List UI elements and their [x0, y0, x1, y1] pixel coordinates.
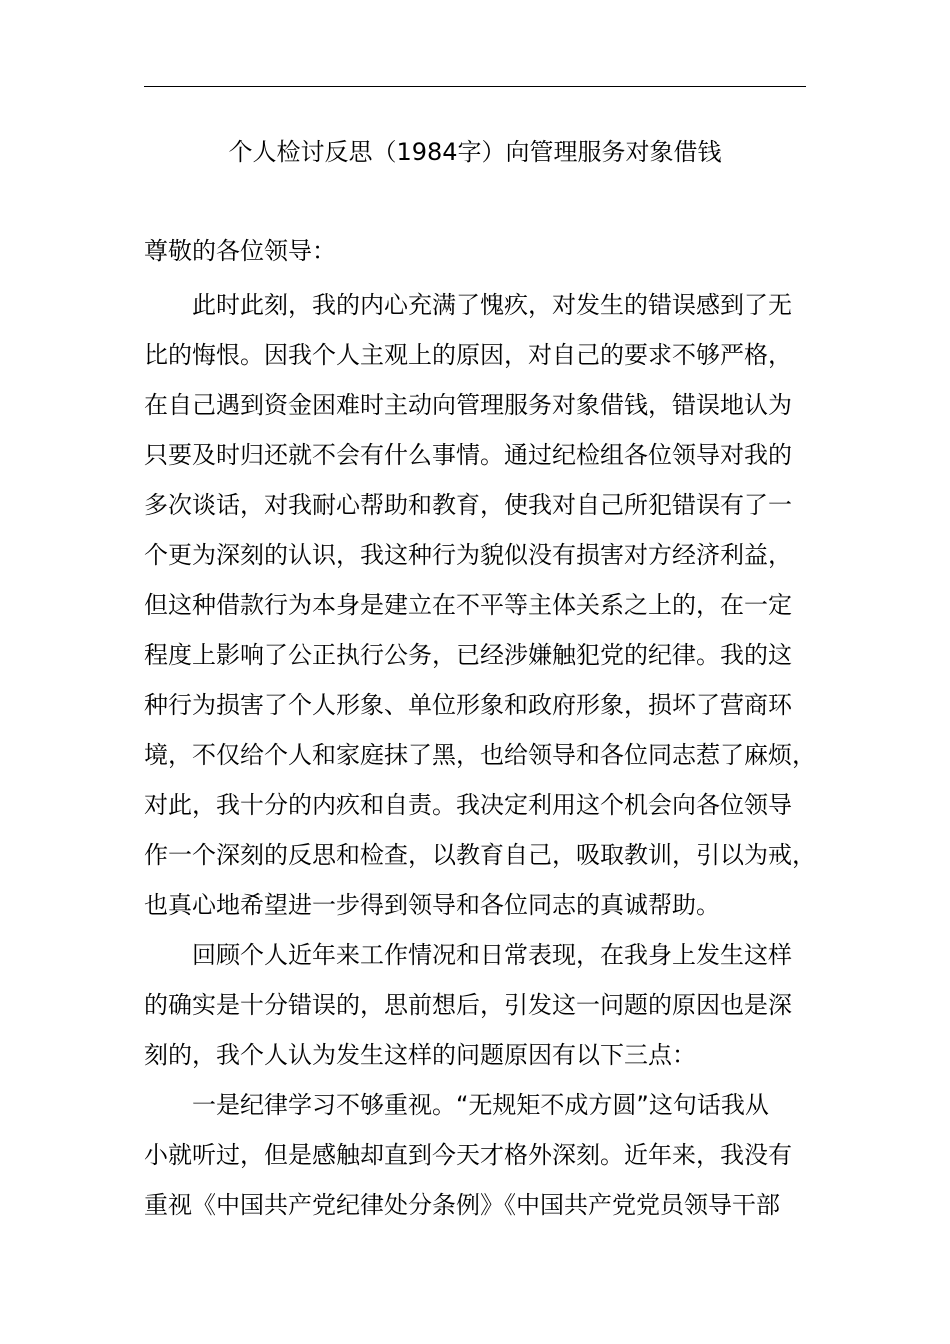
paragraph-line: 回顾个人近年来工作情况和日常表现，在我身上发生这样	[192, 941, 792, 969]
paragraph-line: 的确实是十分错误的，思前想后，引发这一问题的原因也是深	[144, 991, 792, 1019]
paragraph-line: 小就听过，但是感触却直到今天才格外深刻。近年来，我没有	[144, 1141, 792, 1169]
paragraph-line: 重视《中国共产党纪律处分条例》《中国共产党党员领导干部	[144, 1191, 780, 1219]
paragraph-line: 也真心地希望进一步得到领导和各位同志的真诚帮助。	[144, 891, 720, 919]
paragraph-line: 作一个深刻的反思和检查，以教育自己，吸取教训，引以为戒，	[144, 841, 816, 869]
paragraph-line: 个更为深刻的认识，我这种行为貌似没有损害对方经济利益，	[144, 541, 792, 569]
paragraph-line: 刻的，我个人认为发生这样的问题原因有以下三点：	[144, 1041, 696, 1069]
paragraph-line: 一是纪律学习不够重视。“无规矩不成方圆”这句话我从	[192, 1091, 769, 1119]
paragraph-line: 对此，我十分的内疚和自责。我决定利用这个机会向各位领导	[144, 791, 792, 819]
salutation: 尊敬的各位领导：	[144, 237, 336, 265]
document-title: 个人检讨反思（1984字）向管理服务对象借钱	[228, 138, 722, 166]
top-rule	[144, 86, 806, 87]
paragraph-line: 此时此刻，我的内心充满了愧疚，对发生的错误感到了无	[192, 291, 792, 319]
paragraph-line: 多次谈话，对我耐心帮助和教育，使我对自己所犯错误有了一	[144, 491, 792, 519]
paragraph-line: 比的悔恨。因我个人主观上的原因，对自己的要求不够严格，	[144, 341, 792, 369]
document-body	[144, 280, 816, 1230]
paragraph-line: 但这种借款行为本身是建立在不平等主体关系之上的，在一定	[144, 591, 792, 619]
paragraph-line: 程度上影响了公正执行公务，已经涉嫌触犯党的纪律。我的这	[144, 641, 792, 669]
paragraph-line: 种行为损害了个人形象、单位形象和政府形象，损坏了营商环	[144, 691, 792, 719]
paragraph-line: 境，不仅给个人和家庭抹了黑，也给领导和各位同志惹了麻烦，	[144, 741, 816, 769]
paragraph-line: 在自己遇到资金困难时主动向管理服务对象借钱，错误地认为	[144, 391, 792, 419]
paragraph-line: 只要及时归还就不会有什么事情。通过纪检组各位领导对我的	[144, 441, 792, 469]
